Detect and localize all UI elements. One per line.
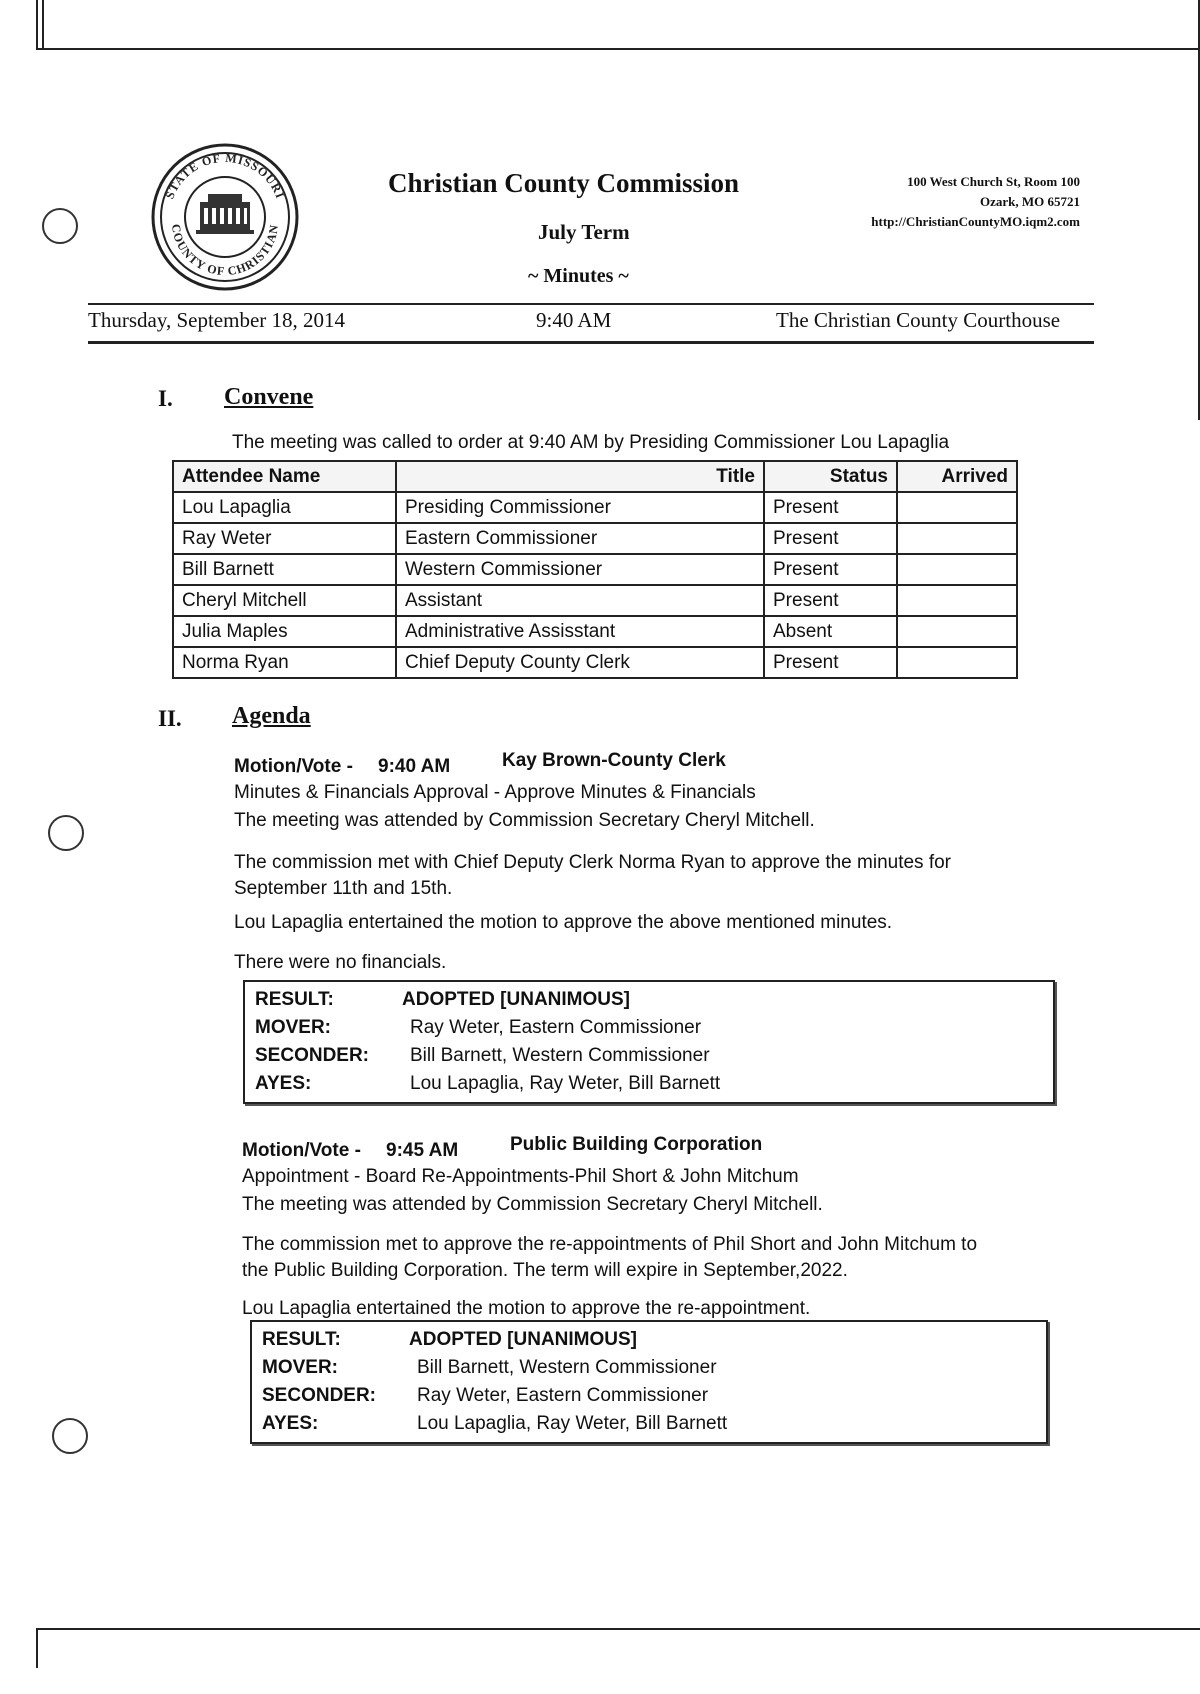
motion-time: 9:45 AM xyxy=(386,1140,459,1161)
result-label: RESULT: xyxy=(262,1329,341,1350)
attendee-name: Bill Barnett xyxy=(173,554,396,585)
punch-hole-top xyxy=(42,208,78,244)
result-value: ADOPTED [UNANIMOUS] xyxy=(409,1329,637,1350)
attendee-title: Assistant xyxy=(396,585,764,616)
attendee-status: Present xyxy=(764,554,897,585)
attendee-table-header xyxy=(173,461,1017,492)
motion-subject: Minutes & Financials Approval - Approve Minutes & Financials xyxy=(234,782,756,803)
seal-bottom-text: COUNTY OF CHRISTIAN xyxy=(168,223,282,279)
motion-paragraph-1-line-2: the Public Building Corporation. The term will expire in September,2022. xyxy=(242,1260,848,1281)
attendee-name: Ray Weter xyxy=(173,523,396,554)
table-row xyxy=(173,554,1017,585)
motion-attended: The meeting was attended by Commission Secretary Cheryl Mitchell. xyxy=(234,810,815,831)
attendee-table xyxy=(172,460,1018,679)
motion-paragraph-1-line-1: The commission met to approve the re-appointments of Phil Short and John Mitchum to xyxy=(242,1234,978,1255)
table-row xyxy=(173,523,1017,554)
section-title-agenda: Agenda xyxy=(232,703,311,729)
header-status: Status xyxy=(764,461,897,492)
attendee-status: Absent xyxy=(764,616,897,647)
motion-label: Motion/Vote - xyxy=(234,756,353,777)
vote-row-seconder xyxy=(255,1042,1043,1070)
attendee-name: Norma Ryan xyxy=(173,647,396,678)
header-title: Title xyxy=(396,461,764,492)
meeting-date: Thursday, September 18, 2014 xyxy=(88,308,346,332)
attendee-status: Present xyxy=(764,647,897,678)
motion-paragraph-3: There were no financials. xyxy=(234,952,447,973)
seconder-value: Ray Weter, Eastern Commissioner xyxy=(417,1385,709,1406)
scan-edge-line-top xyxy=(36,48,1200,50)
mover-value: Bill Barnett, Western Commissioner xyxy=(417,1357,717,1378)
meeting-time: 9:40 AM xyxy=(536,308,612,332)
header-attendee-name: Attendee Name xyxy=(173,461,396,492)
meeting-location: The Christian County Courthouse xyxy=(776,308,1061,332)
motion-label: Motion/Vote - xyxy=(242,1140,361,1161)
motion-presenter: Kay Brown-County Clerk xyxy=(502,750,726,771)
ayes-value: Lou Lapaglia, Ray Weter, Bill Barnett xyxy=(417,1413,728,1434)
table-row xyxy=(173,616,1017,647)
term-label: July Term xyxy=(538,220,630,244)
vote-row-seconder xyxy=(262,1382,1036,1410)
vote-row-result xyxy=(255,986,1043,1014)
attendee-name: Lou Lapaglia xyxy=(173,492,396,523)
result-value: ADOPTED [UNANIMOUS] xyxy=(402,989,630,1010)
table-row xyxy=(173,492,1017,523)
seconder-label: SECONDER: xyxy=(255,1045,370,1066)
mover-value: Ray Weter, Eastern Commissioner xyxy=(410,1017,702,1038)
county-seal-logo xyxy=(150,142,300,292)
punch-hole-bottom xyxy=(52,1418,88,1454)
attendee-arrived xyxy=(897,585,1017,616)
scan-edge-line-bottom-left xyxy=(36,1628,38,1668)
ayes-label: AYES: xyxy=(255,1073,312,1094)
header-rule-top xyxy=(88,303,1094,305)
section-title-convene: Convene xyxy=(224,384,314,410)
table-row xyxy=(173,647,1017,678)
attendee-title: Chief Deputy County Clerk xyxy=(396,647,764,678)
vote-result-box xyxy=(243,980,1055,1104)
attendee-status: Present xyxy=(764,585,897,616)
website-link[interactable]: http://ChristianCountyMO.iqm2.com xyxy=(871,214,1080,229)
vote-row-ayes xyxy=(262,1410,1036,1438)
attendee-title: Presiding Commissioner xyxy=(396,492,764,523)
motion-paragraph-2: Lou Lapaglia entertained the motion to approve the above mentioned minutes. xyxy=(234,912,893,933)
convene-intro: The meeting was called to order at 9:40 AM by Presiding Commissioner Lou Lapaglia xyxy=(232,432,950,453)
attendee-status: Present xyxy=(764,523,897,554)
motion-attended: The meeting was attended by Commission Secretary Cheryl Mitchell. xyxy=(242,1194,823,1215)
header-rule-bottom xyxy=(88,341,1094,344)
punch-hole-middle xyxy=(48,815,84,851)
section-number-agenda: II. xyxy=(158,706,182,731)
attendee-status: Present xyxy=(764,492,897,523)
seconder-label: SECONDER: xyxy=(262,1385,377,1406)
attendee-arrived xyxy=(897,554,1017,585)
ayes-value: Lou Lapaglia, Ray Weter, Bill Barnett xyxy=(410,1073,721,1094)
organization-name: Christian County Commission xyxy=(388,168,740,198)
table-row xyxy=(173,585,1017,616)
seal-top-text: STATE OF MISSOURI xyxy=(162,150,288,201)
attendee-title: Administrative Assisstant xyxy=(396,616,764,647)
scan-edge-line-bottom xyxy=(36,1628,1200,1630)
ayes-label: AYES: xyxy=(262,1413,319,1434)
scan-edge-line-left-2 xyxy=(42,0,44,50)
address-line-2: Ozark, MO 65721 xyxy=(979,194,1080,209)
motion-subject: Appointment - Board Re-Appointments-Phil Short & John Mitchum xyxy=(242,1166,799,1187)
attendee-arrived xyxy=(897,492,1017,523)
mover-label: MOVER: xyxy=(262,1357,338,1378)
attendee-name: Cheryl Mitchell xyxy=(173,585,396,616)
result-label: RESULT: xyxy=(255,989,334,1010)
attendee-arrived xyxy=(897,647,1017,678)
scan-edge-line-left xyxy=(36,0,38,50)
motion-presenter: Public Building Corporation xyxy=(510,1134,763,1155)
document-type: ~ Minutes ~ xyxy=(528,265,629,287)
vote-row-mover xyxy=(255,1014,1043,1042)
motion-time: 9:40 AM xyxy=(378,756,451,777)
attendee-title: Eastern Commissioner xyxy=(396,523,764,554)
attendee-title: Western Commissioner xyxy=(396,554,764,585)
vote-row-result xyxy=(262,1326,1036,1354)
vote-result-box xyxy=(250,1320,1048,1444)
seconder-value: Bill Barnett, Western Commissioner xyxy=(410,1045,710,1066)
motion-paragraph-1-line-2: September 11th and 15th. xyxy=(234,878,453,899)
vote-row-ayes xyxy=(255,1070,1043,1098)
motion-paragraph-2: Lou Lapaglia entertained the motion to approve the re-appointment. xyxy=(242,1298,811,1319)
section-number-convene: I. xyxy=(158,386,173,411)
mover-label: MOVER: xyxy=(255,1017,331,1038)
motion-paragraph-1-line-1: The commission met with Chief Deputy Clerk Norma Ryan to approve the minutes for xyxy=(234,852,951,873)
address-block xyxy=(850,172,1080,232)
address-line-1: 100 West Church St, Room 100 xyxy=(907,174,1080,189)
header-arrived: Arrived xyxy=(897,461,1017,492)
attendee-name: Julia Maples xyxy=(173,616,396,647)
vote-row-mover xyxy=(262,1354,1036,1382)
attendee-arrived xyxy=(897,616,1017,647)
attendee-arrived xyxy=(897,523,1017,554)
